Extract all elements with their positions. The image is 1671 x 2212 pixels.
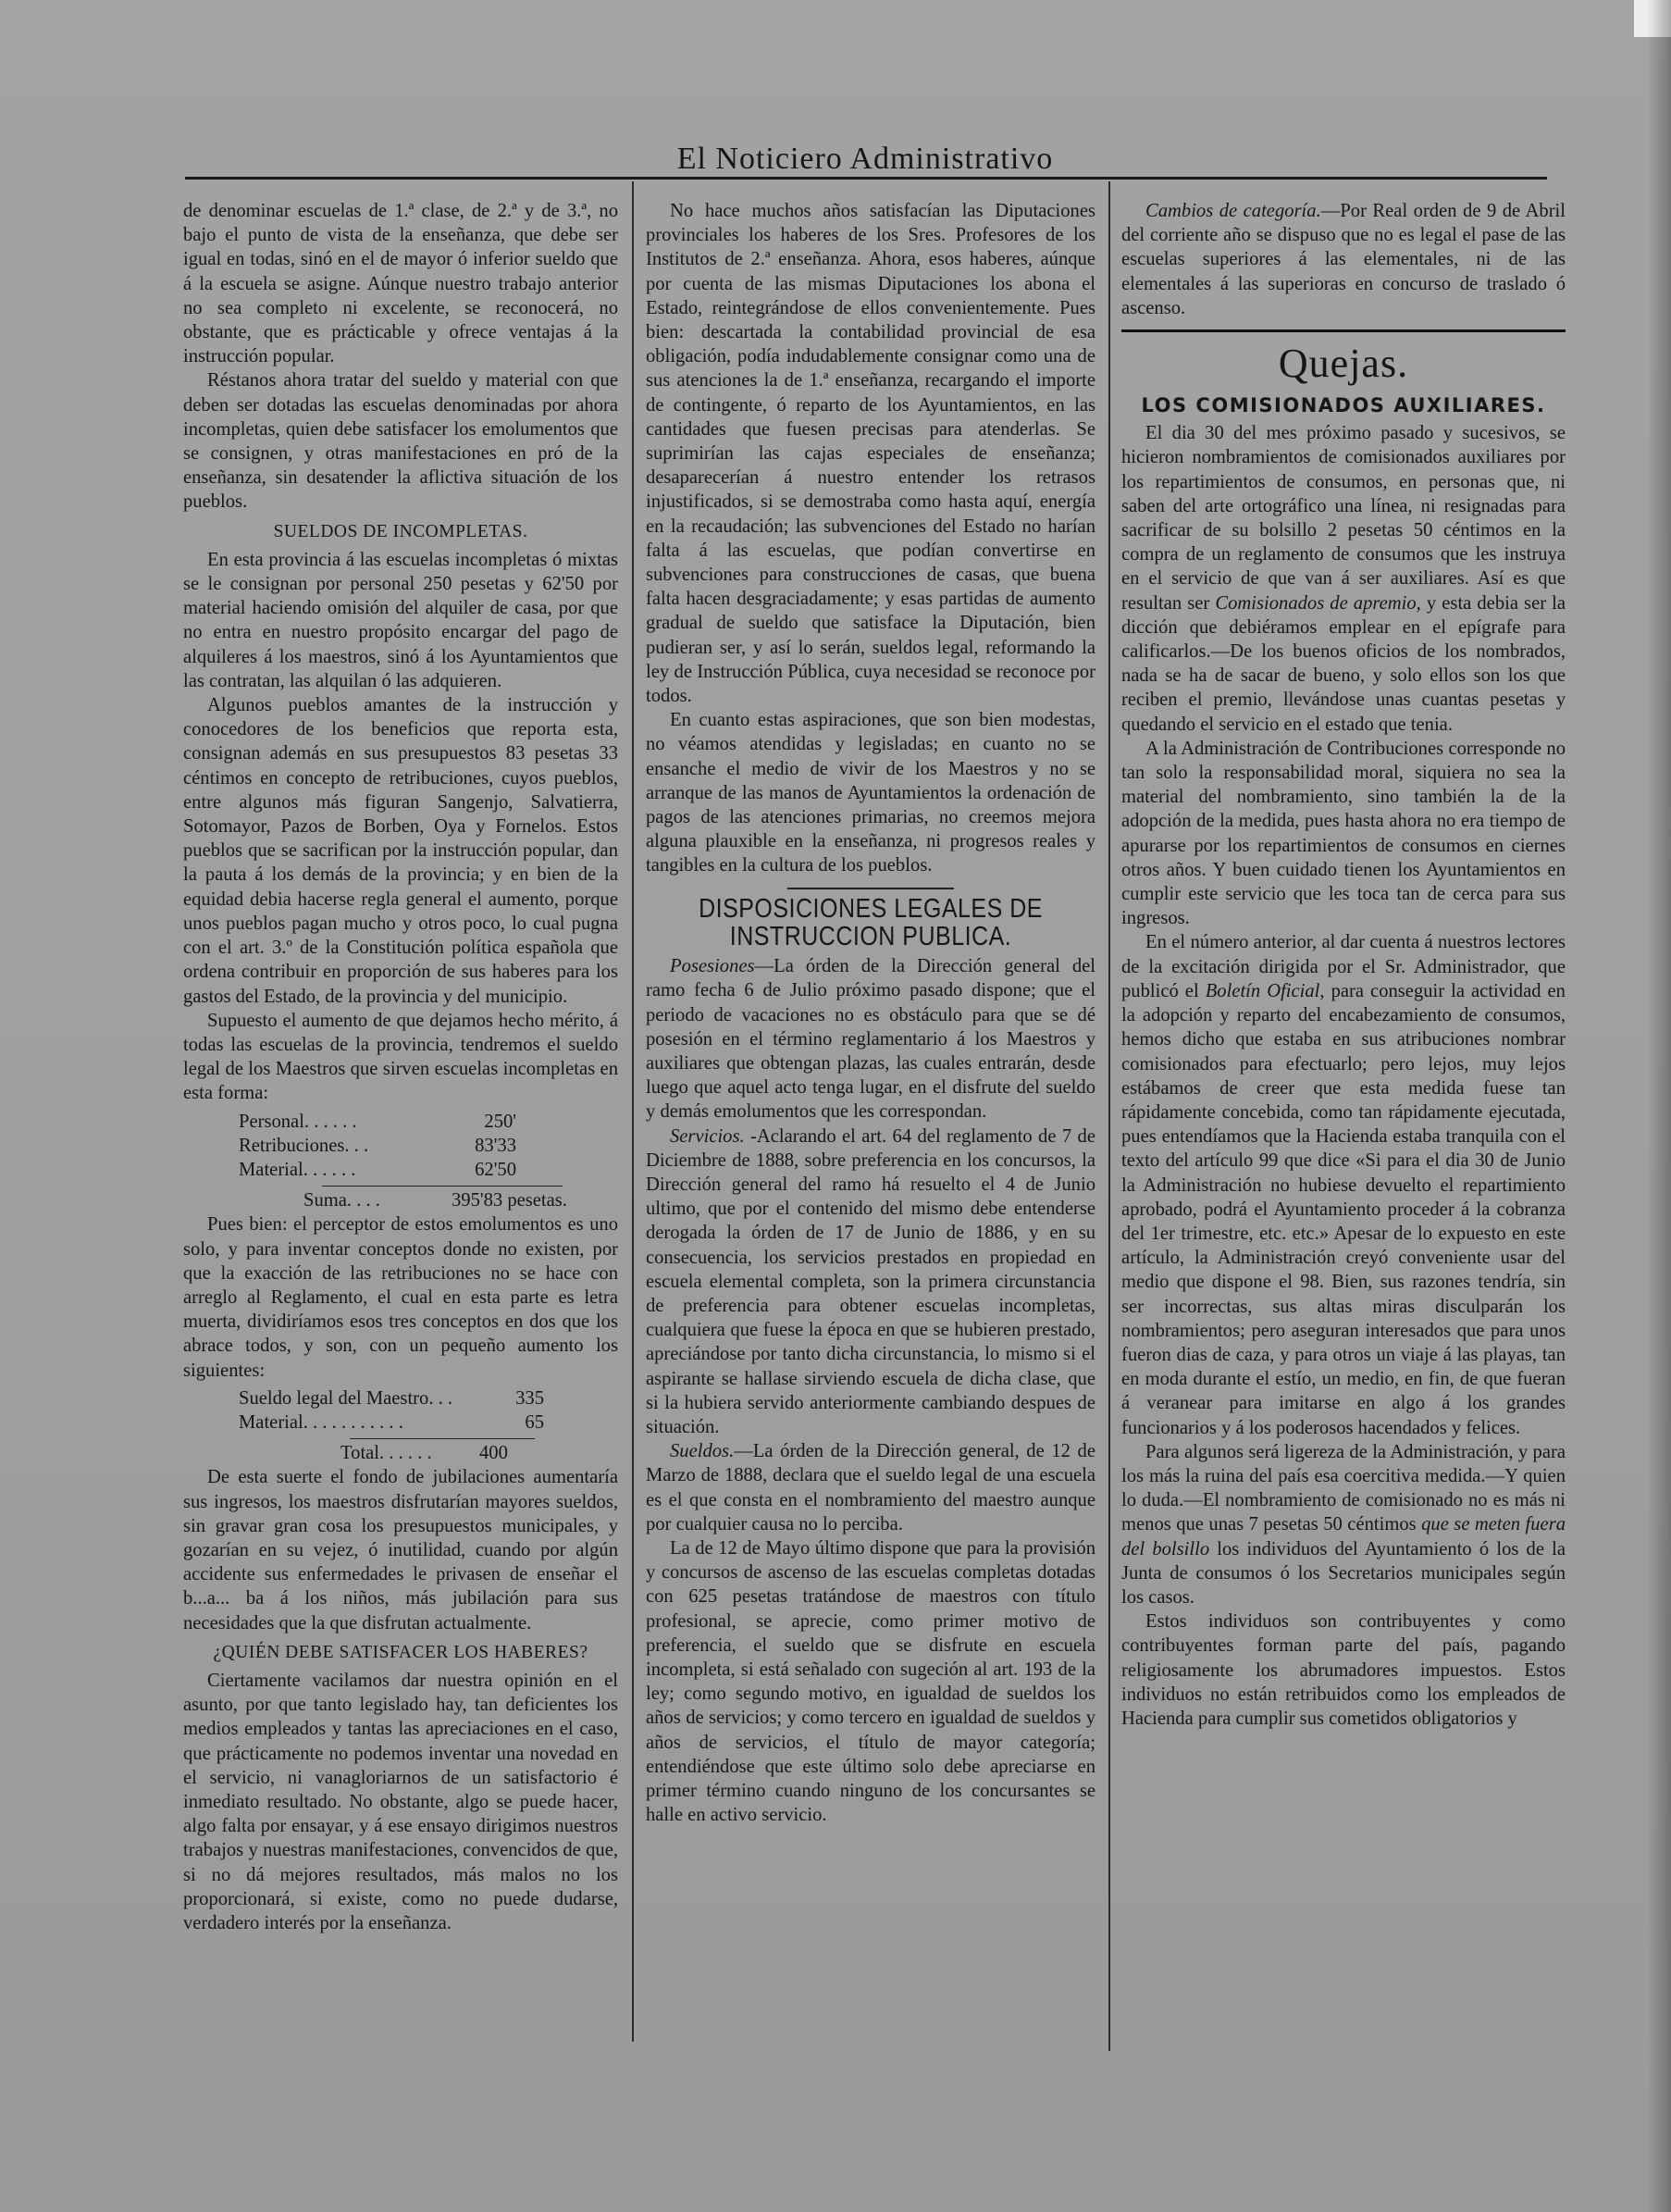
sum-row [303,1188,618,1212]
masthead [185,139,1545,180]
sum-rule [322,1186,563,1187]
total-row [340,1441,618,1465]
paragraph [646,1439,1095,1536]
paragraph: De esta suerte el fondo de jubilaciones aumentaría sus ingresos, los maestros disfrutarían mayores sueldos, sin gravar gran cosa los presupuestos municipales, y gozarían en su vejez, ó inutilidad, cuando por algún accidente sus enfermedades le privasen de enseñar el b...a... ba á los niños, más jubilación para sus necesidades que la que disfrutan actualmente. [183,1467,618,1634]
total-label: Total. . . . . . [340,1443,432,1464]
column-2 [646,199,1095,1827]
paragraph: A la Administración de Contribuciones corresponde no tan solo la responsabilidad moral, siquiera no sea la material del nombramiento, sino también la de la adopción de la medida, pues hasta ahora no era tiempo de apurarse por los repartimientos de consumos en ciernes otros años. Y buen cuidado tienen los Ayuntamientos en cumplir este servicio que les toca tan de cerca para sus ingresos. [1121,738,1566,929]
paragraph: Supuesto el aumento de que dejamos hecho mérito, á todas las escuelas de la provincia, tendremos el sueldo legal de los Maestros que sirven escuelas incompletas en esta forma: [183,1010,618,1104]
row-label: Retribuciones. . . [239,1135,369,1156]
subsection-heading: LOS COMISIONADOS AUXILIARES. [1141,394,1546,417]
table-row [239,1110,516,1134]
section-heading: ¿QUIÉN DEBE SATISFACER LOS HABERES? [213,1642,588,1662]
row-label: Sueldo legal del Maestro. . . [239,1387,453,1409]
sum-rule [350,1438,535,1439]
paragraph-body: y esta debia ser la dicción que debiéramos emplear en el epígrafe para calificarlos.—De los buenos oficios de los nombrados, nada se ha de sacar de bueno, y solo ellos son los que reciben el premio, llevándose unas cuantas pesetas y quedando el servicio en el estado que tenia. [1121,592,1566,735]
section-heading: SUELDOS DE INCOMPLETAS. [273,521,528,541]
paragraph: de denominar escuelas de 1.ª clase, de 2.ª y de 3.ª, no bajo el punto de vista de la enseñanza, que debe ser igual en todas, sinó en el de mayor ó inferior sueldo que á la escuela se asigne. Aúnque nuestro trabajo anterior no sea completo ni excelente, se reconocerá, no obstante, que es prácticable y ofrece ventajas á la instrucción popular. [183,201,618,367]
paragraph: Pues bien: el perceptor de estos emolumentos es uno solo, y para inventar conceptos donde no existen, por que la exacción de las retribuciones no se hace con arreglo al Reglamento, el cual en esta parte es letra muerta, dividiríamos esos tres conceptos en dos que los abrace todos, y son, con un pequeño aumento los siguientes: [183,1214,618,1381]
column-1 [183,199,618,1935]
paragraph: Réstanos ahora tratar del sueldo y material con que deben ser dotadas las escuelas denominadas por ahora incompletas, quien debe satisfacer los emolumentos que se consignen, y otras manifestaciones en pró de la enseñanza, sin desatender la aflictiva situación de los pueblos. [183,370,618,513]
paragraph [1121,1440,1566,1609]
sum-value: 395'83 pesetas. [452,1190,567,1212]
emphasis: que se meten fuera del bolsillo [1121,1514,1566,1560]
masthead-rule [185,177,1547,180]
section-heading: DISPOSICIONES LEGALES DE INSTRUCCION PUBLICA. [699,893,1043,951]
paragraph: No hace muchos años satisfacían las Diputaciones provinciales los haberes de los Sres. Profesores de los Institutos de 2.ª enseñanza. Ahora, esos haberes, aúnque por cuenta de las mismas Diputaciones los abona el Estado, reintegrándose de ellos convenientemente. Pues bien: descartada la contabilidad provincial de esa obligación, podía indudablemente consignar como una de sus atenciones la de 1.ª enseñanza, recargando el importe de contingente, ó reparto de los Ayuntamientos, en las cantidades que fuesen precisas para atenderlas. Se suprimirían las cajas especiales de enseñanza; desaparecerían á nuestro entender los retrasos injustificados, si se demostraba como hasta aquí, energía en la recaudación; las subvenciones del Estado no harían falta á las escuelas, que podían convertirse en subvenciones para construcciones de casas, que buena falta hacen desgraciadamente; y esas partidas de aumento gradual de sueldo que satisface la Diputación, bien pudieran ser, y así lo serán, sueldos legal, reformando la ley de Instrucción Pública, cuya necesidad se reconoce por todos. [646,201,1095,707]
section-heading: Quejas. [1278,341,1409,387]
total-value: 400 [479,1443,508,1464]
table-row [239,1134,516,1158]
lead-term: Servicios. [670,1125,745,1147]
paragraph: En cuanto estas aspiraciones, que son bien modestas, no véamos atendidas y legisladas; en cuanto no se ensanche el medio de vivir de los Maestros y no se arranque de las manos de Ayuntamientos la ordenación de pagos de las atenciones primarias, no creemos mejora alguna plauxible en la enseñanza, ni progresos reales y tangibles en la cultura de los pueblos. [646,710,1095,876]
row-value: 250' [484,1111,516,1132]
paragraph-body: El dia 30 del mes próximo pasado y sucesivos, se hicieron nombramientos de comisionados auxiliares por los repartimientos de consumos, en personas que, ni saben del arte ortográfico una línea, ni resignadas para sacrificar de su bolsillo 2 pesetas 50 céntimos en la compra de un reglamento de consumos que les instruya en el servicio de que van á ser auxiliares. Así es que resultan ser [1121,423,1566,614]
paragraph-body: los individuos del Ayuntamiento ó los de la Junta de consumos ó los Secretarios municipales según los casos. [1121,1538,1566,1608]
paragraph-body: —Por Real orden de 9 de Abril del corriente año se dispuso que no es legal el pase de las escuelas superiores á las elementales, ni de las elementales á las superioras en concurso de traslado ó ascenso. [1121,201,1566,318]
column-divider-2 [1108,181,1110,2051]
emphasis: Boletín Oficial, [1205,980,1325,1001]
paragraph: La de 12 de Mayo último dispone que para la provisión y concursos de ascenso de las escuelas completas dotadas con 625 pesetas tratándose de maestros con título profesional, se aprecie, como primer motivo de preferencia, el sueldo que se disfrute en escuela incompleta, si está señalado con sugeción al art. 193 de la ley; como segundo motivo, en igualdad de sueldos los años de servicios; y como tercero en igualdad de sueldos y años de servicios, el título de mayor categoría; entendiéndose que este último solo debe apreciarse en primer término cuando ninguno de los concursantes se halle en activo servicio. [646,1537,1095,1826]
paragraph [1121,930,1566,1439]
column-divider-1 [632,181,634,2042]
row-value: 62'50 [475,1159,516,1180]
row-value: 65 [525,1411,544,1433]
section-rule [1121,329,1566,332]
table-row [239,1410,544,1435]
paragraph: Ciertamente vacilamos dar nuestra opinión en el asunto, por que tanto legislado hay, tan deficientes los medios empleados y tantas las apreciaciones en el caso, que prácticamente no podemos inventar una novedad en el servicio, ni vanagloriarnos de un satisfactorio é inmediato resultado. No obstante, algo se puede hacer, algo falta por ensayar, y á ese ensayo dirigimos nuestros trabajos y nuestras manifestaciones, convencidos de que, si no dá mejores resultados, más malos no los proporcionará, si existe, como no puede dudarse, verdadero interés por la enseñanza. [183,1670,618,1934]
paragraph: Algunos pueblos amantes de la instrucción y conocedores de los beneficios que reporta esta, consignan además en sus presupuestos 83 pesetas 33 céntimos en concepto de retribuciones, cuyos pueblos, entre algunos más figuran Sangenjo, Salvatierra, Sotomayor, Pazos de Borben, Oya y Fornelos. Estos pueblos que se sacrifican por la instrucción popular, dan la pauta á los demás de la provincia; y en bien de la equidad debia hacerse regla general el aumento, porque unos pueblos pagan mucho y otros poco, lo cual pugna con el art. 3.º de la Constitución política española que ordena contribuir en proporción de sus haberes para los gastos del Estado, de la provincia y del municipio. [183,695,618,1007]
paragraph [646,1125,1095,1440]
masthead-title: El Noticiero Administrativo [676,142,1054,176]
emphasis: Comisionados de apremio, [1215,592,1421,614]
row-label: Material. . . . . . . . . . . [239,1411,403,1433]
table-row [239,1158,516,1182]
page-edge-shadow [1647,0,1671,2212]
salary-table [239,1110,618,1183]
table-row [239,1386,544,1410]
paragraph: En esta provincia á las escuelas incompletas ó mixtas se le consignan por personal 250 pesetas y 62'50 por material haciendo omisión del alquiler de casa, por que no entra en nuestro propósito encargar del pago de alquileres á los maestros, sinó á los Ayuntamientos que las contratan, las alquilan ó las adquieren. [183,549,618,691]
paragraph-body: —La órden de la Dirección general del ramo fecha 6 de Julio próximo pasado dispone; que el periodo de vacaciones no es obstáculo para que se dé posesión en el término reglamentario á los Maestros y auxiliares que obtengan plazas, las cuales entrarán, desde luego que aquel acto tenga lugar, en el disfrute del sueldo y demás emolumentos que les correspondan. [646,956,1095,1123]
row-value: 335 [515,1387,544,1409]
sum-label: Suma. . . . [303,1190,380,1212]
row-label: Material. . . . . . [239,1159,356,1180]
paragraph [1121,421,1566,737]
section-rule [787,888,954,889]
paragraph: Estos individuos son contribuyentes y como contribuyentes forman parte del país, pagando religiosamente los abrumadores impuestos. Estos individuos no están retribuidos como los empleados de Hacienda para cumplir sus cometidos obligatorios y [1121,1611,1566,1729]
row-value: 83'33 [475,1135,516,1156]
paragraph-body: para conseguir la actividad en la adopción y reparto del encabezamiento de consumos, hemos dicho que estaba en sus atribuciones nombrar comisionados para efectuarlo; pero lejos, muy lejos estábamos de creer que esta medida fuese tan rápidamente concebida, como tan rápidamente ejecutada, pues entendíamos que la Hacienda estaba tranquila con el texto del artículo 99 que dice «Si para el dia 30 de Junio la Administración no hubiese devuelto el repartimiento aprobado, podrá el Ayuntamiento proceder á la cobranza del 1er trimestre, etc. etc.» Apesar de lo expuesto en este artículo, la Administración creyó conveniente usar del medio que dispone el 98. Bien, sus razones tendría, sin ser incorrectas, sus altas miras disculparán los nombramientos; pero aseguran interesados que para unos fueron dias de caza, y para otros un viaje á las playas, tan en moda durante el estío, un medio, en fin, de que fueran á veranear para imitarse en algo á los grandes funcionarios y á los poderosos hacendados y felices. [1121,980,1566,1438]
paragraph-body: -Aclarando el art. 64 del reglamento de 7 de Diciembre de 1888, sobre preferencia en los concursos, la Dirección general del ramo há resuelto el 4 de Junio ultimo, que por el contenido del mismo debe entenderse derogada la órden de 17 de Junio de 1886, y en su consecuencia, los servicios prestados en propiedad en escuela elemental completa, son la primera circunstancia de preferencia para obtener escuelas incompletas, cualquiera que fuese la época en que se hubieren prestado, apreciándose por tanto dicha circunstancia, lo mismo si el aspirante se hallase sirviendo escuela de dicha clase, que si la hubiera servido anteriormente cambiando despues de situación. [646,1125,1095,1437]
paragraph [646,954,1095,1124]
row-label: Personal. . . . . . [239,1111,357,1132]
salary-table-2 [239,1386,618,1435]
paragraph [1121,199,1566,320]
column-3 [1121,199,1566,1731]
lead-term: Cambios de categoría. [1145,201,1321,221]
paragraph-body: En el número anterior, al dar cuenta á nuestros lectores de la excitación dirigida por el Sr. Administrador, que publicó el [1121,932,1566,1001]
lead-term: Posesiones [670,956,755,977]
paragraph-body: —La órden de la Dirección general, de 12 de Marzo de 1888, declara que el sueldo legal de una escuela es el que consta en el nombramiento del maestro aunque por cualquier causa no lo perciba. [646,1441,1095,1535]
paragraph-body: Para algunos será ligereza de la Administración, y para los más la ruina del país esa coercitiva medida.—Y quien lo duda.—El nombramiento de comisionado no es más ni menos que unas 7 pesetas 50 céntimos [1121,1441,1566,1535]
lead-term: Sueldos. [670,1441,735,1462]
